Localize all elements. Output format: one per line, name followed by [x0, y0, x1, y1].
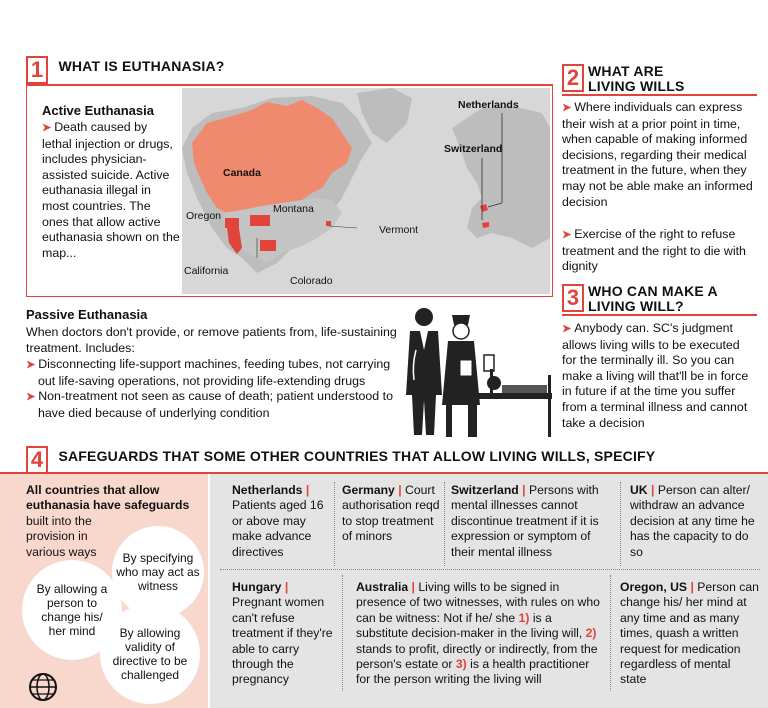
section3-title: WHO CAN MAKE A LIVING WILL? [588, 283, 718, 314]
passive-intro: When doctors don't provide, or remove patients from, life-sustaining treatment. Includes: [26, 325, 397, 355]
section1-header [26, 56, 225, 84]
map-label-oregon: Oregon [186, 210, 222, 222]
divider [610, 575, 611, 691]
oregon-shape [225, 218, 239, 228]
section4-title: SAFEGUARDS THAT SOME OTHER COUNTRIES THAT ALLOW LIVING WILLS, SPECIFY [58, 448, 656, 464]
section1-number: 1 [26, 56, 48, 84]
vermont-shape [326, 221, 331, 226]
section3-bullet1: ➤ Anybody can. SC's judgment allows living wills to be executed for the terminally ill. So you can make a living will that'll be in force in future if at the time you suffer from a terminal illness and cannot take a decision [562, 321, 749, 430]
arrow-icon: ➤ [26, 391, 36, 403]
map-label-montana: Montana [273, 203, 314, 215]
section1-title: WHAT IS EUTHANASIA? [58, 58, 225, 74]
country-australia: Australia | Living wills to be signed in presence of two witnesses, with rules on who can be witness: Not if he/ she 1) is a substitute decision-maker in the living will, 2) stands to profit, directly or indirectly, from the person's estate or 3) is a health practitioner for the person writing the living will [356, 580, 600, 687]
section2-bullet1: ➤ Where individuals can express their wish at a prior point in time, when capable of making informed decisions, regarding their medical treatment in the future, when they may not be able make an informed decision [562, 100, 753, 209]
section2-number: 2 [562, 64, 584, 92]
country-uk: UK | Person can alter/ withdraw an advance decision at any time he has the capacity to do so [630, 483, 755, 559]
circle-validity: By allowing validity of directive to be challenged [100, 604, 200, 704]
map-label-netherlands: Netherlands [458, 99, 519, 111]
arrow-icon: ➤ [562, 323, 572, 335]
country-netherlands: Netherlands | Patients aged 16 or above may make advance directives [232, 483, 324, 559]
globe-icon [28, 672, 58, 702]
section2-header [562, 64, 584, 92]
section2-rule [562, 94, 757, 96]
divider [334, 482, 335, 566]
country-germany: Germany | Court authorisation reqd to stop treatment of minors [342, 483, 440, 544]
divider [220, 569, 760, 570]
country-switzerland: Switzerland | Persons with mental illnesses cannot discontinue treatment if it is expression or symptom of their mental illness [451, 483, 599, 559]
divider [620, 482, 621, 566]
arrow-icon: ➤ [26, 359, 36, 371]
arrow-icon: ➤ [42, 122, 52, 134]
arrow-icon: ➤ [562, 102, 572, 114]
arrow-icon: ➤ [562, 229, 572, 241]
switzerland-shape [482, 222, 489, 228]
map-label-canada: Canada [223, 167, 261, 179]
passive-bullet1: ➤ Disconnecting life-support machines, feeding tubes, not carrying out life-saving operations, not providing life-extending drugs [26, 357, 391, 388]
montana-shape [250, 215, 270, 226]
active-text: ➤ Death caused by lethal injection or drugs, includes physician-assisted suicide. Active euthanasia illegal in most countries. The ones that allow active euthanasia shown on the map... [42, 120, 180, 260]
doctor-nurse-patient-illustration [402, 305, 552, 445]
colorado-shape [260, 240, 276, 251]
section3-header [562, 284, 584, 312]
circle-change-mind: By allowing a person to change his/ her mind [22, 560, 122, 660]
section3-rule [562, 314, 757, 316]
section2-bullet2: ➤ Exercise of the right to refuse treatment and the right to die with dignity [562, 227, 746, 274]
active-heading: Active Euthanasia [42, 103, 154, 118]
map-label-switzerland: Switzerland [444, 143, 503, 155]
section2-title: WHAT ARE LIVING WILLS [588, 63, 685, 94]
passive-bullet2: ➤ Non-treatment not seen as cause of death; patient understood to have died because of underlying condition [26, 389, 393, 420]
passive-heading: Passive Euthanasia [26, 307, 148, 322]
section3-number: 3 [562, 284, 584, 312]
section4-header [26, 446, 655, 474]
map-label-colorado: Colorado [290, 275, 333, 287]
safeguards-summary-text: All countries that allow euthanasia have safeguards built into the provision in various ways [26, 483, 190, 559]
country-hungary: Hungary | Pregnant women can't refuse treatment if they're able to carry through the pregnancy [232, 580, 333, 687]
divider [342, 575, 343, 691]
world-map [182, 88, 550, 294]
map-label-vermont: Vermont [379, 224, 419, 236]
circle-witness: By specifying who may act as witness [112, 526, 204, 618]
section4-number: 4 [26, 446, 48, 474]
divider [444, 482, 445, 566]
map-label-california: California [184, 265, 229, 277]
country-oregon-us: Oregon, US | Person can change his/ her mind at any time and as many times, quash a written request for medication regardless of mental state [620, 580, 759, 687]
